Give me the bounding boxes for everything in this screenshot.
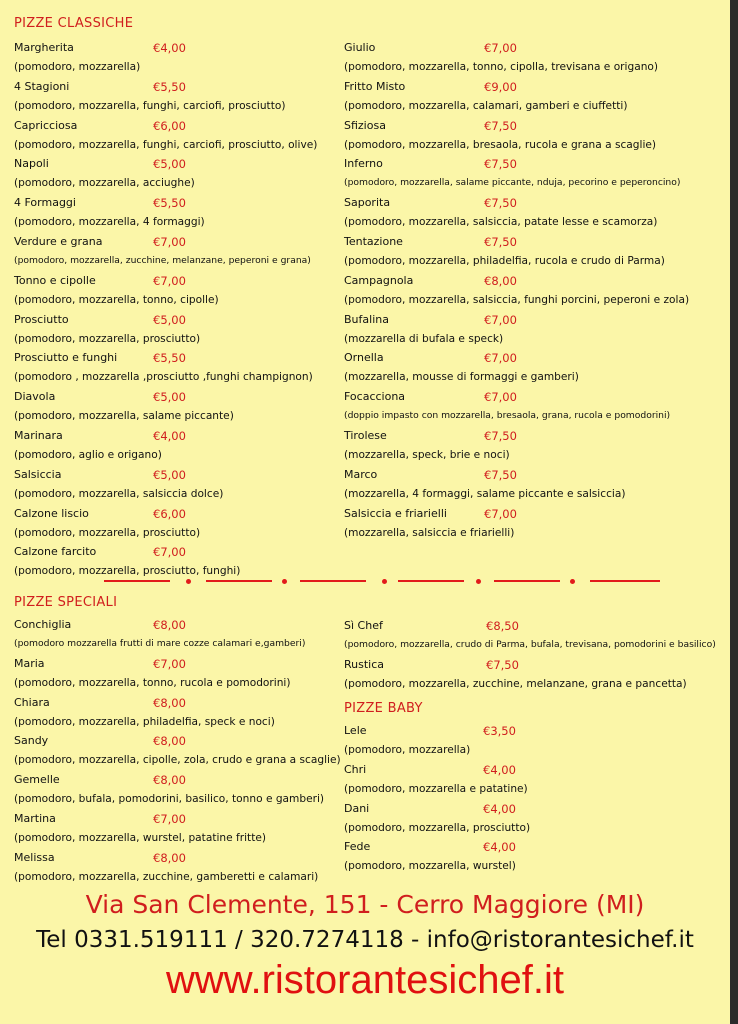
footer-address: Via San Clemente, 151 - Cerro Maggiore (MI) — [85, 890, 645, 919]
menu-item-description: (pomodoro, mozzarella, prosciutto) — [14, 332, 201, 345]
section-title-speciali: PIZZE SPECIALI — [14, 595, 118, 610]
menu-item-name: Dani — [344, 801, 370, 815]
menu-item-name: Sfiziosa — [344, 118, 386, 132]
menu-item-price: €3,50 — [483, 724, 516, 738]
menu-item — [344, 468, 704, 507]
menu-item-price: €5,50 — [153, 79, 186, 94]
menu-item-name: Capricciosa — [14, 118, 78, 132]
menu-item — [14, 390, 374, 429]
classiche-right-column — [344, 41, 704, 545]
menu-item — [344, 802, 704, 841]
menu-item-name: Tentazione — [344, 234, 403, 248]
menu-item-name: Napoli — [14, 157, 49, 171]
menu-item-price: €8,00 — [153, 850, 186, 865]
menu-item-price: €7,00 — [153, 545, 186, 560]
menu-item-description: (pomodoro, mozzarella, bresaola, rucola e grana a scaglie) — [344, 138, 657, 151]
menu-item — [344, 119, 704, 158]
menu-item-description: (pomodoro, mozzarella, philadelfia, rucola e crudo di Parma) — [344, 254, 665, 267]
menu-item-price: €6,00 — [153, 506, 186, 521]
menu-item-name: Chri — [344, 762, 367, 776]
menu-item — [344, 658, 704, 697]
menu-item-description: (pomodoro, mozzarella e patatine) — [344, 782, 528, 795]
menu-item-description: (pomodoro, mozzarella, salsiccia, funghi porcini, peperoni e zola) — [344, 293, 690, 306]
menu-item-price: €7,00 — [153, 811, 186, 826]
menu-item — [14, 851, 374, 890]
section-title-baby: PIZZE BABY — [344, 701, 423, 716]
menu-item-name: Tonno e cipolle — [14, 273, 96, 287]
menu-item-price: €7,50 — [484, 467, 517, 482]
menu-item-price: €7,00 — [484, 506, 517, 521]
menu-item-name: Ornella — [344, 351, 384, 365]
menu-item-name: Fede — [344, 840, 371, 854]
menu-item-description: (pomodoro, mozzarella, prosciutto) — [14, 526, 201, 539]
menu-item-price: €4,00 — [483, 801, 516, 816]
menu-item-name: Sandy — [14, 734, 49, 748]
menu-item-name: Marco — [344, 467, 378, 481]
menu-item-name: Marinara — [14, 428, 63, 442]
menu-item — [14, 41, 374, 80]
menu-item — [344, 390, 704, 429]
menu-item-description: (mozzarella, mousse di formaggi e gamberi) — [344, 371, 579, 384]
menu-item-description: (pomodoro, aglio e origano) — [14, 448, 162, 461]
menu-item-description: (mozzarella, 4 formaggi, salame piccante e salsiccia) — [344, 487, 626, 500]
menu-item-name: Prosciutto e funghi — [14, 351, 118, 365]
menu-item-description: (pomodoro, mozzarella, prosciutto) — [344, 821, 531, 834]
menu-item-price: €7,50 — [484, 118, 517, 133]
menu-item-description: (pomodoro, mozzarella, wurstel) — [344, 860, 516, 873]
menu-item-name: Conchiglia — [14, 618, 72, 631]
menu-item-name: Chiara — [14, 695, 50, 709]
classiche-left-column — [14, 41, 374, 584]
menu-item-price: €7,00 — [484, 312, 517, 327]
menu-item — [14, 80, 374, 119]
menu-item-price: €7,50 — [484, 234, 517, 249]
menu-item-description: (pomodoro, bufala, pomodorini, basilico, tonno e gamberi) — [14, 793, 325, 806]
menu-item-price: €7,50 — [484, 157, 517, 172]
menu-item-description: (mozzarella, salsiccia e friarielli) — [344, 526, 515, 539]
menu-item-price: €8,50 — [486, 619, 519, 633]
speciali-left-column — [14, 618, 374, 890]
menu-item-description: (pomodoro, mozzarella, salame piccante) — [14, 410, 234, 423]
menu-item — [344, 763, 704, 802]
menu-item-price: €7,50 — [484, 428, 517, 443]
menu-item-price: €6,00 — [153, 118, 186, 133]
menu-item-name: Saporita — [344, 196, 391, 210]
menu-item — [14, 235, 374, 274]
menu-item-description: (pomodoro, mozzarella, funghi, carciofi, prosciutto) — [14, 99, 286, 112]
menu-item-price: €4,00 — [153, 428, 186, 443]
menu-item — [344, 235, 704, 274]
menu-item-description: (pomodoro, mozzarella, crudo di Parma, bufala, trevisana, pomodorini e basilico) — [344, 639, 716, 650]
menu-item-name: Maria — [14, 656, 45, 670]
menu-item-name: Margherita — [14, 41, 74, 54]
page-edge — [730, 0, 738, 1024]
menu-item-price: €7,50 — [486, 657, 519, 672]
menu-item-description: (pomodoro, mozzarella) — [344, 744, 471, 756]
menu-item-description: (pomodoro, mozzarella, cipolle, zola, crudo e grana a scaglie) — [14, 754, 341, 767]
menu-item-name: 4 Formaggi — [14, 196, 76, 210]
section-title-classiche: PIZZE CLASSICHE — [14, 16, 134, 31]
menu-item — [14, 618, 374, 657]
menu-item — [14, 429, 374, 468]
menu-item — [344, 619, 716, 658]
menu-item-description: (pomodoro, mozzarella, tonno, cipolle) — [14, 293, 219, 306]
menu-item-price: €7,50 — [484, 196, 517, 211]
menu-item-price: €5,50 — [153, 351, 186, 366]
menu-item-price: €7,00 — [153, 656, 186, 671]
footer-contact: Tel 0331.519111 / 320.7274118 - info@ristorantesichef.it — [36, 927, 694, 953]
menu-item-price: €5,00 — [153, 467, 186, 482]
menu-item-description: (pomodoro, mozzarella, funghi, carciofi, prosciutto, olive) — [14, 138, 318, 151]
menu-item — [344, 507, 704, 546]
menu-item — [14, 351, 374, 390]
section-divider — [104, 574, 660, 588]
menu-item-price: €5,50 — [153, 196, 186, 211]
menu-item-name: Campagnola — [344, 273, 414, 287]
menu-item-price: €4,00 — [483, 762, 516, 777]
menu-item-price: €8,00 — [153, 695, 186, 710]
menu-item-description: (pomodoro mozzarella frutti di mare cozze calamari e,gamberi) — [14, 638, 306, 649]
menu-item-description: (pomodoro, mozzarella, tonno, rucola e pomodorini) — [14, 676, 291, 689]
menu-item-name: Tirolese — [344, 428, 387, 442]
menu-item-price: €8,00 — [153, 618, 186, 632]
menu-item-price: €7,00 — [484, 41, 517, 55]
menu-item-name: Martina — [14, 811, 56, 825]
menu-item-name: Sì Chef — [344, 619, 383, 632]
menu-item-name: Verdure e grana — [14, 234, 103, 248]
menu-item-name: Calzone farcito — [14, 545, 97, 559]
menu-item-name: Lele — [344, 724, 367, 737]
menu-item-price: €8,00 — [153, 734, 186, 749]
menu-item — [14, 812, 374, 851]
menu-item-name: Diavola — [14, 390, 56, 404]
menu-item-name: Giulio — [344, 41, 376, 54]
menu-item-name: Calzone liscio — [14, 506, 89, 520]
menu-item — [344, 724, 704, 763]
menu-item-name: Salsiccia — [14, 467, 62, 481]
menu-item-price: €5,00 — [153, 312, 186, 327]
menu-item — [14, 657, 374, 696]
menu-item — [344, 41, 704, 80]
menu-item — [344, 196, 704, 235]
menu-item-description: (pomodoro, mozzarella, salsiccia dolce) — [14, 487, 224, 500]
speciali-right-column — [344, 619, 716, 697]
menu-item — [344, 429, 704, 468]
menu-item — [344, 351, 704, 390]
menu-item-description: (pomodoro, mozzarella, 4 formaggi) — [14, 216, 205, 229]
menu-item-name: Focacciona — [344, 390, 406, 404]
menu-item — [14, 507, 374, 546]
menu-item-name: 4 Stagioni — [14, 79, 70, 93]
menu-item — [344, 840, 704, 879]
menu-item-name: Melissa — [14, 850, 55, 864]
menu-item-name: Inferno — [344, 157, 383, 171]
menu-item-description: (pomodoro, mozzarella, prosciutto, funghi) — [14, 565, 241, 578]
menu-item — [14, 274, 374, 313]
menu-item-price: €7,00 — [153, 234, 186, 249]
menu-item-description: (pomodoro, mozzarella, zucchine, melanzane, grana e pancetta) — [344, 677, 687, 690]
menu-item-name: Rustica — [344, 657, 385, 671]
menu-item-name: Gemelle — [14, 773, 60, 787]
menu-item-price: €4,00 — [483, 840, 516, 855]
menu-item — [14, 696, 374, 735]
menu-item-price: €8,00 — [153, 773, 186, 788]
menu-item-name: Bufalina — [344, 312, 389, 326]
menu-item-description: (pomodoro, mozzarella, salsiccia, patate lesse e scamorza) — [344, 216, 658, 229]
menu-item-price: €5,00 — [153, 390, 186, 405]
menu-item — [14, 119, 374, 158]
footer-website: www.ristorantesichef.it — [166, 958, 564, 1002]
menu-item-description: (doppio impasto con mozzarella, bresaola, grana, rucola e pomodorini) — [344, 410, 671, 422]
menu-item — [14, 773, 374, 812]
menu-item-description: (pomodoro, mozzarella, tonno, cipolla, trevisana e origano) — [344, 61, 659, 73]
menu-item — [14, 313, 374, 352]
menu-item — [14, 468, 374, 507]
menu-item-description: (pomodoro, mozzarella, salame piccante, nduja, pecorino e peperoncino) — [344, 177, 681, 189]
menu-item — [344, 274, 704, 313]
menu-item-price: €4,00 — [153, 41, 186, 55]
menu-item-description: (pomodoro, mozzarella, zucchine, gamberetti e calamari) — [14, 870, 319, 883]
menu-item-description: (pomodoro, mozzarella, wurstel, patatine fritte) — [14, 831, 266, 844]
menu-item-price: €7,00 — [484, 390, 517, 405]
baby-column — [344, 724, 704, 879]
menu-item-name: Salsiccia e friarielli — [344, 506, 447, 520]
menu-item — [14, 196, 374, 235]
menu-item-description: (pomodoro, mozzarella, acciughe) — [14, 177, 195, 190]
menu-item-description: (pomodoro, mozzarella, philadelfia, speck e noci) — [14, 715, 275, 728]
menu-item-description: (pomodoro, mozzarella) — [14, 61, 141, 73]
menu-item — [344, 80, 704, 119]
menu-item-price: €7,00 — [153, 273, 186, 288]
menu-item-description: (pomodoro , mozzarella ,prosciutto ,funghi champignon) — [14, 371, 313, 384]
menu-item-price: €5,00 — [153, 157, 186, 172]
menu-item — [344, 157, 704, 196]
menu-item-price: €7,00 — [484, 351, 517, 366]
menu-item — [14, 734, 374, 773]
menu-item-price: €9,00 — [484, 79, 517, 94]
menu-item-description: (pomodoro, mozzarella, calamari, gamberi e ciuffetti) — [344, 99, 628, 112]
menu-item — [344, 313, 704, 352]
menu-item-name: Fritto Misto — [344, 79, 406, 93]
menu-item-name: Prosciutto — [14, 312, 69, 326]
menu-item-description: (mozzarella di bufala e speck) — [344, 332, 504, 345]
menu-item-description: (mozzarella, speck, brie e noci) — [344, 448, 510, 461]
menu-item-description: (pomodoro, mozzarella, zucchine, melanzane, peperoni e grana) — [14, 254, 311, 266]
menu-item-price: €8,00 — [484, 273, 517, 288]
menu-item — [14, 157, 374, 196]
